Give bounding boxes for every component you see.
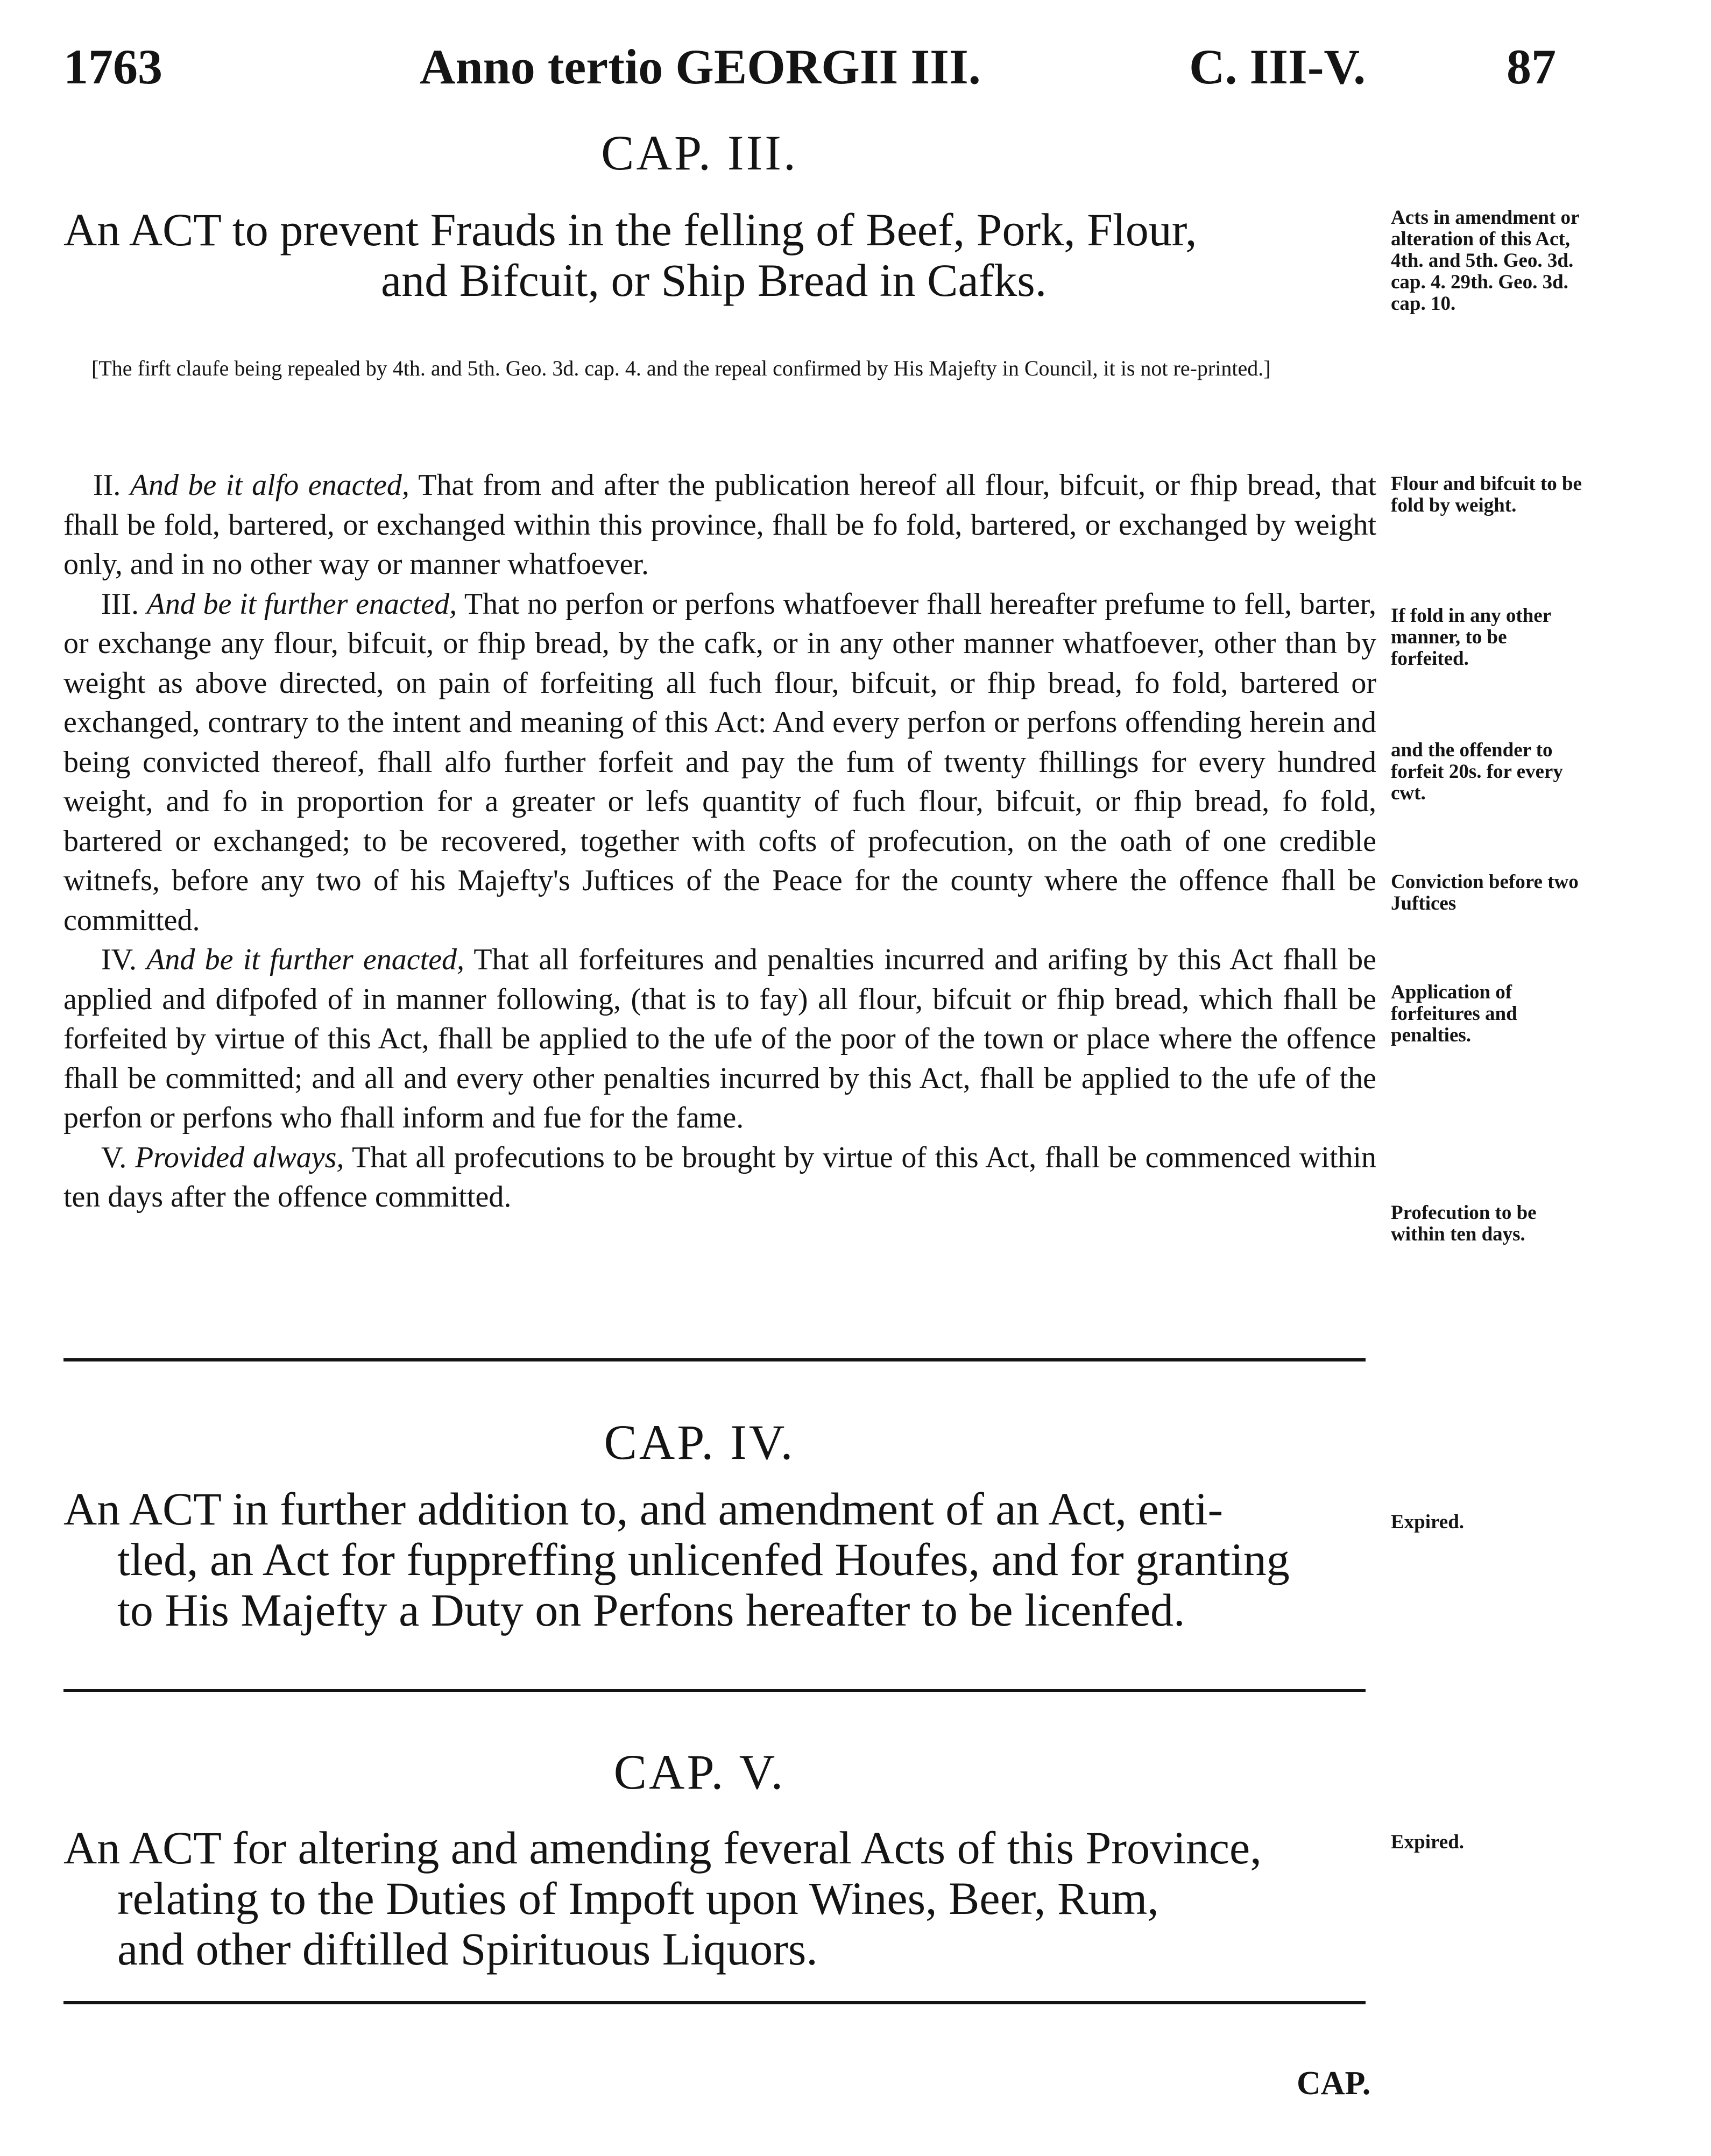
margin-note-prosecution: Profecution to be within ten days.	[1391, 1202, 1537, 1245]
cap5-title-line2: relating to the Duties of Impoft upon Wines, Beer, Rum,	[117, 1873, 1159, 1924]
header-chapters: C. III-V.	[1189, 39, 1366, 94]
section-2-text: That from and after the publication hereof all flour, bifcuit, or fhip bread, that fhall be fold, bartered, or exchanged within this province, fhall be fo fold, bartered, or exchanged by weight only, and in no other way or manner whatfoever.	[63, 469, 1377, 581]
section-3	[63, 585, 1376, 941]
section-4-number: IV.	[101, 943, 137, 976]
header-running-title: Anno tertio GEORGII III.	[420, 39, 981, 94]
section-2-enacting-words: And be it alfo enacted,	[130, 469, 409, 502]
header-year: 1763	[63, 39, 162, 94]
margin-note-weight: Flour and bifcuit to be fold by weight.	[1391, 473, 1582, 516]
cap4-title-line2: tled, an Act for fuppreffing unlicenfed Houfes, and for granting	[117, 1534, 1290, 1585]
cap5-title	[63, 1822, 1376, 1974]
header-page-number: 87	[1507, 39, 1556, 94]
cap4-title	[63, 1484, 1376, 1635]
cap4-heading: CAP. IV.	[604, 1415, 795, 1470]
section-4	[63, 940, 1376, 1138]
section-2	[63, 466, 1376, 585]
section-5-enacting-words: Provided always,	[135, 1140, 344, 1174]
cap3-repeal-note: [The firft claufe being repealed by 4th. and 5th. Geo. 3d. cap. 4. and the repeal confirmed by His Majefty in Council, it is not re-printed.]	[91, 356, 1271, 380]
cap3-body	[63, 466, 1376, 1217]
margin-note-application: Application of forfeitures and penalties.	[1391, 981, 1517, 1046]
margin-note-conviction: Conviction before two Juftices	[1391, 871, 1579, 914]
margin-note-forfeit: If fold in any other manner, to be forfeited.	[1391, 605, 1551, 670]
cap4-margin-status: Expired.	[1391, 1511, 1465, 1533]
cap3-title-line1: An ACT to prevent Frauds in the felling of Beef, Pork, Flour,	[63, 204, 1197, 256]
section-5-text: That all profecutions to be brought by virtue of this Act, fhall be commenced within ten days after the offence committed.	[63, 1140, 1377, 1214]
section-3-enacting-words: And be it further enacted,	[146, 587, 457, 621]
cap5-title-line1: An ACT for altering and amending feveral Acts of this Province,	[63, 1822, 1262, 1874]
cap5-margin-status: Expired.	[1391, 1831, 1465, 1853]
cap4-title-line3: to His Majefty a Duty on Perfons hereafter to be licenfed.	[117, 1584, 1185, 1636]
divider-rule	[63, 1358, 1366, 1361]
cap5-title-line3: and other diftilled Spirituous Liquors.	[117, 1923, 818, 1975]
cap3-heading: CAP. III.	[601, 125, 798, 180]
cap3-margin-amendments: Acts in amendment or alteration of this Act, 4th. and 5th. Geo. 3d. cap. 4. 29th. Geo. 3d. cap. 10.	[1391, 207, 1579, 315]
divider-rule	[63, 2001, 1366, 2004]
cap4-title-line1: An ACT in further addition to, and amendment of an Act, enti-	[63, 1483, 1224, 1535]
cap3-title	[63, 204, 1376, 306]
section-4-enacting-words: And be it further enacted,	[146, 943, 465, 976]
divider-rule	[63, 1689, 1366, 1692]
margin-note-offender: and the offender to forfeit 20s. for every cwt.	[1391, 739, 1563, 804]
section-3-number: III.	[101, 587, 139, 621]
section-4-text: That all forfeitures and penalties incurred and arifing by this Act fhall be applied and difpofed of in manner following, (that is to fay) all flour, bifcuit or fhip bread, which fhall be forfeited by virtue of this Act, fhall be applied to the ufe of the poor of the town or place where the offence fhall be committed; and all and every other penalties incurred by this Act, fhall be applied to the ufe of the perfon or perfons who fhall inform and fue for the fame.	[63, 943, 1376, 1134]
section-2-number: II.	[93, 469, 121, 502]
section-3-text: That no perfon or perfons whatfoever fhall hereafter prefume to fell, barter, or exchange any flour, bifcuit, or fhip bread, by the cafk, or in any other manner whatfoever, other than by weight as above directed, on pain of forfeiting all fuch flour, bifcuit, or fhip bread, fo fold, bartered or exchanged, contrary to the intent and meaning of this Act: And every perfon or perfons offending herein and being convicted thereof, fhall alfo further forfeit and pay the fum of twenty fhillings for every hundred weight, and fo in proportion for a greater or lefs quantity of fuch flour, bifcuit, or fhip bread, fo fold, bartered or exchanged; to be recovered, together with cofts of profecution, on the oath of one credible witnefs, before any two of his Majefty's Juftices of the Peace for the county where the offence fhall be committed.	[63, 587, 1376, 937]
section-5	[63, 1138, 1376, 1217]
cap3-title-line2: and Bifcuit, or Ship Bread in Cafks.	[381, 254, 1047, 306]
section-5-number: V.	[101, 1140, 127, 1174]
footer-catchword: CAP.	[1297, 2065, 1371, 2102]
cap5-heading: CAP. V.	[613, 1744, 786, 1799]
